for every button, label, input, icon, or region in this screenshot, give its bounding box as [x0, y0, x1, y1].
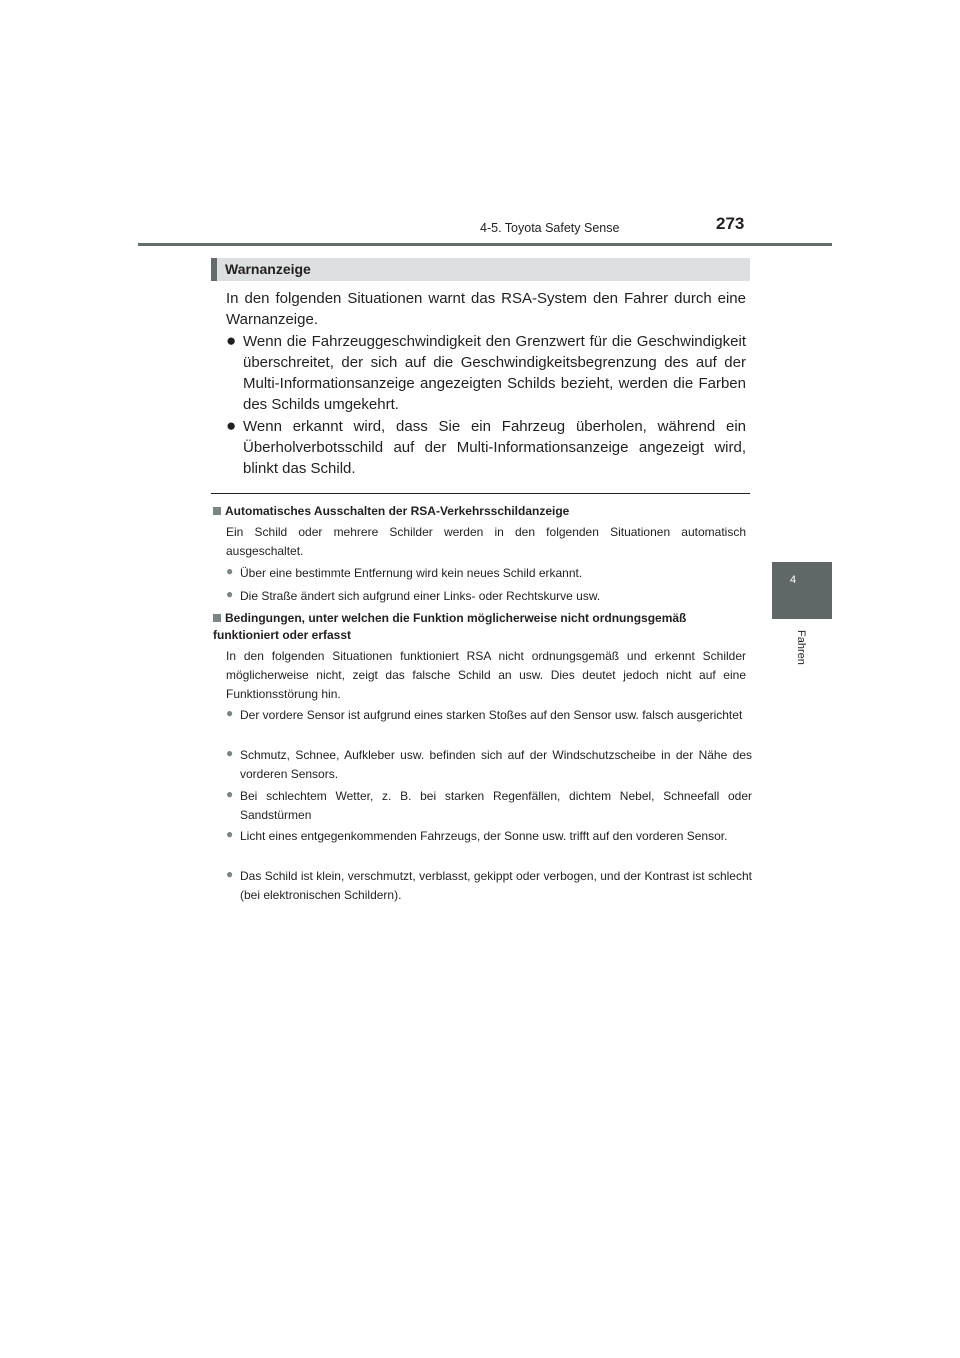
list-item-text: Bei schlechtem Wetter, z. B. bei starken Regenfällen, dichtem Nebel, Schneefall oder Sandstürmen	[240, 789, 752, 822]
list-item-text: Über eine bestimmte Entfernung wird kein neues Schild erkannt.	[240, 566, 583, 580]
conditions-heading-text: Bedingungen, unter welchen die Funktion möglicherweise nicht ordnungsgemäß funktioniert oder erfasst	[213, 611, 687, 642]
warning-bullet-text: Wenn die Fahrzeuggeschwindigkeit den Grenzwert für die Geschwindigkeit überschreitet, der sich auf die Geschwindigkeitsbegrenzung des auf der Multi-Informationsanzeige angezeigten Schilds bezieht, werden die Farben des Schilds umgekehrt.	[243, 333, 746, 413]
conditions-text: In den folgenden Situationen funktioniert RSA nicht ordnungsgemäß und erkennt Schilder möglicherweise nicht, zeigt das falsche Schild an usw. Dies deutet jedoch nicht auf eine Funktionsstörung hin.	[226, 649, 746, 701]
bullet-icon: ●	[226, 564, 234, 578]
auto-off-heading	[213, 503, 750, 520]
section-title: 4-5. Toyota Safety Sense	[480, 221, 620, 235]
section-divider	[211, 493, 750, 494]
chapter-number: 4	[790, 574, 797, 586]
list-item-text: Der vordere Sensor ist aufgrund eines starken Stoßes auf den Sensor usw. falsch ausgerichtet	[240, 708, 743, 722]
conditions-heading	[213, 610, 750, 644]
section-heading: Warnanzeige	[225, 261, 311, 277]
square-marker-icon	[213, 507, 221, 515]
auto-off-heading-text: Automatisches Ausschalten der RSA-Verkehrsschildanzeige	[225, 504, 570, 518]
bullet-icon: ●	[226, 331, 237, 350]
header-divider	[138, 243, 832, 246]
bullet-icon: ●	[226, 746, 234, 760]
bullet-icon: ●	[226, 787, 234, 801]
warning-intro: In den folgenden Situationen warnt das RSA-System den Fahrer durch eine Warnanzeige.	[226, 290, 746, 328]
bullet-icon: ●	[226, 827, 234, 841]
warning-bullet-text: Wenn erkannt wird, dass Sie ein Fahrzeug überholen, während ein Überholverbotsschild auf der Multi-Informationsanzeige angezeigt wird, blinkt das Schild.	[243, 418, 746, 477]
heading-accent	[211, 258, 217, 281]
square-marker-icon	[213, 614, 221, 622]
list-item-text: Das Schild ist klein, verschmutzt, verblasst, gekippt oder verbogen, und der Kontrast ist schlecht (bei elektronischen Schildern).	[240, 869, 752, 902]
list-item-text: Die Straße ändert sich aufgrund einer Links- oder Rechtskurve usw.	[240, 589, 601, 603]
auto-off-text: Ein Schild oder mehrere Schilder werden in den folgenden Situationen automatisch ausgeschaltet.	[226, 525, 746, 558]
bullet-icon: ●	[226, 867, 234, 881]
chapter-label: Fahren	[795, 630, 807, 665]
chapter-tab	[772, 562, 832, 619]
section-heading-bar	[211, 258, 750, 281]
list-item-text: Schmutz, Schnee, Aufkleber usw. befinden sich auf der Windschutzscheibe in der Nähe des vorderen Sensors.	[240, 748, 752, 781]
bullet-icon: ●	[226, 587, 234, 601]
bullet-icon: ●	[226, 416, 237, 435]
list-item-text: Licht eines entgegenkommenden Fahrzeugs, der Sonne usw. trifft auf den vorderen Sensor.	[240, 829, 728, 843]
bullet-icon: ●	[226, 706, 234, 720]
page-number: 273	[716, 214, 745, 233]
